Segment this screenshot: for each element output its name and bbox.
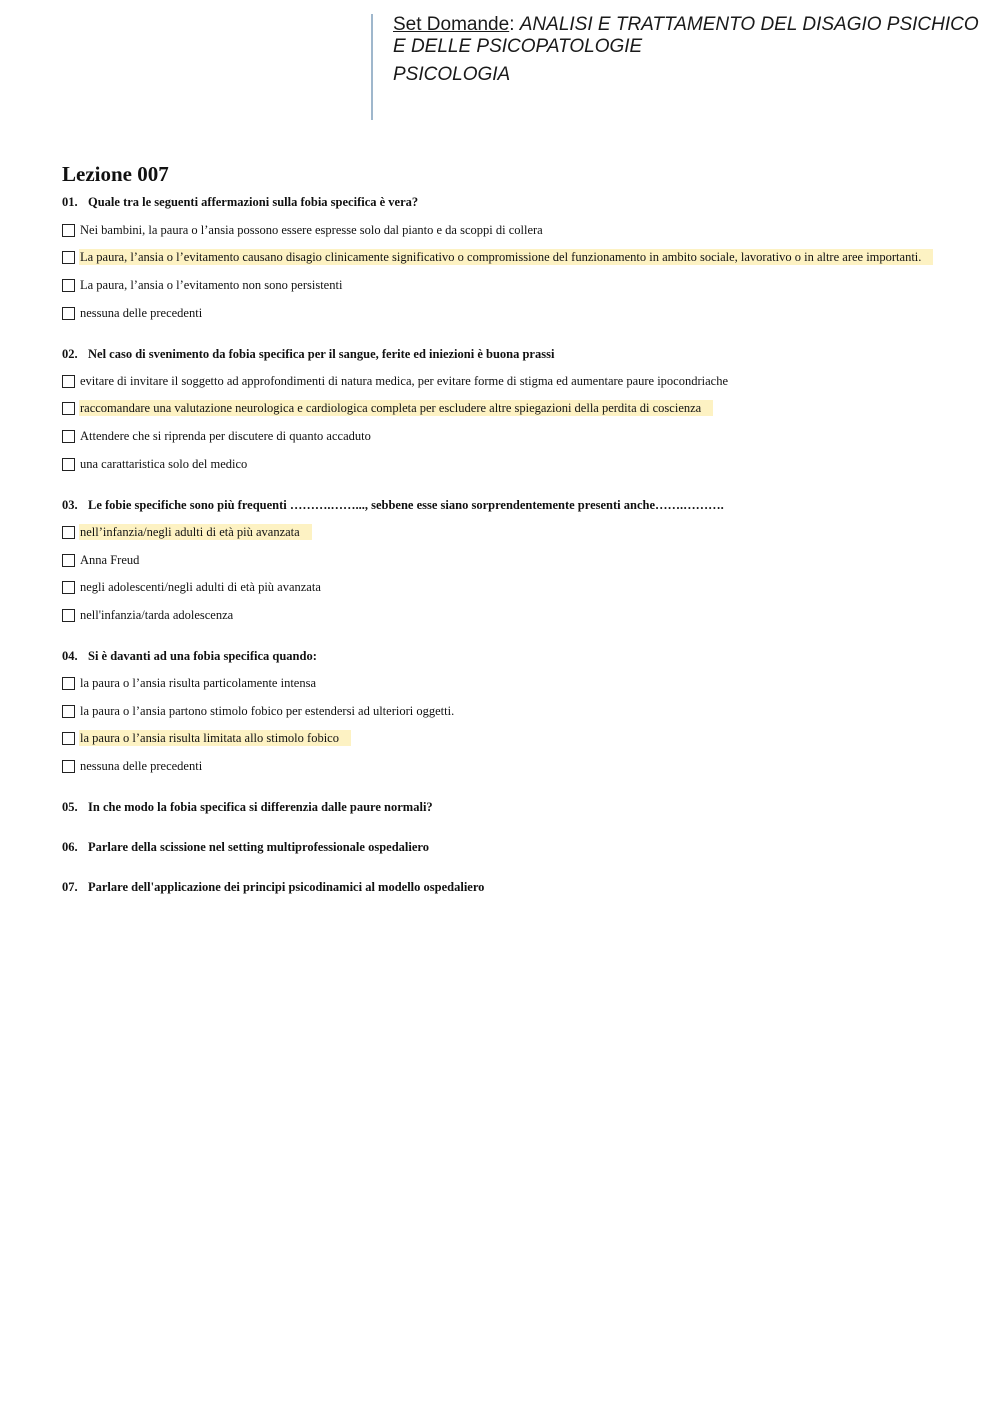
answer-option[interactable]: [62, 428, 373, 444]
answer-option[interactable]: [62, 758, 204, 774]
checkbox[interactable]: [62, 430, 75, 443]
answer-option[interactable]: [62, 524, 312, 540]
lesson-title: Lezione 007: [62, 162, 169, 186]
set-separator: :: [509, 14, 520, 35]
option-text: negli adolescenti/negli adulti di età più avanzata: [80, 580, 321, 594]
option-text-highlighted: La paura, l’ansia o l’evitamento causano disagio clinicamente significativo o compromissione del funzionamento in ambito sociale, lavorativo o in altre aree importanti.: [79, 249, 933, 265]
question-number: 06.: [62, 840, 78, 854]
course-title: ANALISI E TRATTAMENTO DEL DISAGIO PSICHICO E DELLE PSICOPATOLOGIE: [393, 14, 979, 57]
option-text: nessuna delle precedenti: [80, 759, 203, 773]
answer-option[interactable]: [62, 703, 456, 719]
question-number: 05.: [62, 800, 78, 814]
option-text: evitare di invitare il soggetto ad approfondimenti di natura medica, per evitare forme di stigma ed aumentare paure ipocondriache: [80, 374, 729, 388]
answer-option[interactable]: [62, 552, 141, 568]
question-title: [62, 195, 418, 210]
question-number: 04.: [62, 649, 78, 663]
question-number: 07.: [62, 880, 78, 894]
question-text: Parlare dell'applicazione dei principi psicodinamici al modello ospedaliero: [88, 880, 485, 894]
question-text: Nel caso di svenimento da fobia specifica per il sangue, ferite ed iniezioni è buona prassi: [88, 347, 555, 361]
option-text-highlighted: nell’infanzia/negli adulti di età più avanzata: [79, 524, 312, 540]
question-text: Le fobie specifiche sono più frequenti ……….……..., sebbene esse siano sorprendentemente presenti anche…….……….: [88, 498, 724, 512]
answer-option[interactable]: [62, 675, 318, 691]
answer-option[interactable]: [62, 249, 933, 265]
answer-option[interactable]: [62, 373, 730, 389]
option-text: La paura, l’ansia o l’evitamento non sono persistenti: [80, 278, 343, 292]
checkbox[interactable]: [62, 581, 75, 594]
checkbox[interactable]: [62, 526, 75, 539]
question-number: 01.: [62, 195, 78, 209]
checkbox[interactable]: [62, 732, 75, 745]
question-title: [62, 840, 429, 855]
question-text: In che modo la fobia specifica si differenzia dalle paure normali?: [88, 800, 433, 814]
question-text: Quale tra le seguenti affermazioni sulla fobia specifica è vera?: [88, 195, 419, 209]
document-header: [393, 14, 993, 86]
subject: PSICOLOGIA: [393, 64, 511, 85]
checkbox[interactable]: [62, 375, 75, 388]
option-text: una carattaristica solo del medico: [80, 457, 248, 471]
checkbox[interactable]: [62, 554, 75, 567]
checkbox[interactable]: [62, 458, 75, 471]
checkbox[interactable]: [62, 609, 75, 622]
answer-option[interactable]: [62, 579, 323, 595]
answer-option[interactable]: [62, 456, 249, 472]
question-title: [62, 498, 724, 513]
checkbox[interactable]: [62, 402, 75, 415]
question-title: [62, 649, 317, 664]
option-text-highlighted: la paura o l’ansia risulta limitata allo stimolo fobico: [79, 730, 351, 746]
answer-option[interactable]: [62, 730, 351, 746]
option-text: Nei bambini, la paura o l’ansia possono essere espresse solo dal pianto e da scoppi di collera: [80, 223, 543, 237]
checkbox[interactable]: [62, 224, 75, 237]
question-text: Parlare della scissione nel setting multiprofessionale ospedaliero: [88, 840, 429, 854]
checkbox[interactable]: [62, 705, 75, 718]
header-title-line: [393, 14, 993, 58]
answer-option[interactable]: [62, 277, 344, 293]
checkbox[interactable]: [62, 677, 75, 690]
checkbox[interactable]: [62, 760, 75, 773]
option-text-highlighted: raccomandare una valutazione neurologica e cardiologica completa per escludere altre spiegazioni della perdita di coscienza: [79, 400, 713, 416]
answer-option[interactable]: [62, 400, 713, 416]
question-number: 03.: [62, 498, 78, 512]
checkbox[interactable]: [62, 307, 75, 320]
checkbox[interactable]: [62, 279, 75, 292]
question-number: 02.: [62, 347, 78, 361]
option-text: Anna Freud: [80, 553, 140, 567]
question-title: [62, 347, 554, 362]
answer-option[interactable]: [62, 607, 235, 623]
set-label: Set Domande: [393, 14, 510, 35]
option-text: nell'infanzia/tarda adolescenza: [80, 608, 234, 622]
question-title: [62, 880, 484, 895]
answer-option[interactable]: [62, 305, 204, 321]
answer-option[interactable]: [62, 222, 545, 238]
question-title: [62, 800, 433, 815]
option-text: la paura o l’ansia partono stimolo fobico per estendersi ad ulteriori oggetti.: [80, 704, 455, 718]
question-text: Si è davanti ad una fobia specifica quando:: [88, 649, 317, 663]
header-divider: [371, 14, 373, 120]
option-text: Attendere che si riprenda per discutere di quanto accaduto: [80, 429, 371, 443]
option-text: nessuna delle precedenti: [80, 306, 203, 320]
checkbox[interactable]: [62, 251, 75, 264]
option-text: la paura o l’ansia risulta particolamente intensa: [80, 676, 317, 690]
